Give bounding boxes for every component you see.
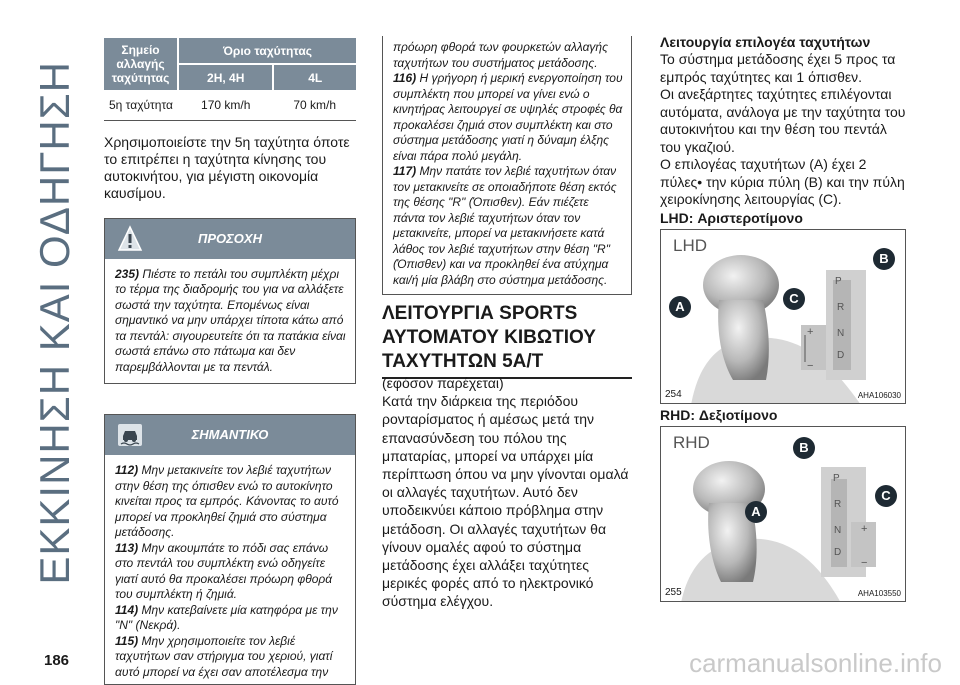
selector-heading: Λειτουργία επιλογέα ταχυτήτων: [660, 34, 871, 50]
caution-box: [104, 218, 356, 385]
selector-paragraph-3: Ο επιλογέας ταχυτήτων (A) έχει 2 πύλες• την κύρια πύλη (B) και την πύλη χειροκίνησης λειτουργίας (C).: [660, 156, 905, 207]
table-subheader-4l: 4L: [273, 64, 356, 90]
item-number: 115): [115, 633, 139, 648]
side-chapter-title: [30, 28, 80, 618]
section-availability-note: (εφόσον παρέχεται): [382, 375, 504, 391]
list-item: [115, 603, 347, 634]
item-text: Μην χρησιμοποιείτε τον λεβιέ ταχυτήτων σαν στήριγμα του χεριού, γιατί αυτό μπορεί να έχει σαν αποτέλεσμα την: [115, 633, 333, 679]
figure-label: LHD: [673, 235, 708, 255]
gate-r: R: [837, 301, 845, 313]
list-item: [115, 463, 347, 541]
gate-p: P: [833, 472, 840, 484]
speed-limit-table: [104, 38, 356, 121]
column-3: [660, 33, 906, 602]
important-continuation-box: [382, 36, 632, 295]
gate-minus: −: [861, 556, 868, 569]
page-number: 186: [44, 652, 70, 669]
important-header: [105, 415, 355, 455]
gate-d: D: [834, 546, 842, 558]
gate-d: D: [837, 349, 845, 361]
gate-n: N: [834, 524, 842, 536]
figure-label: RHD: [673, 432, 710, 452]
list-item: [393, 71, 623, 164]
figure-code: AHA103550: [857, 588, 901, 598]
item-number: 114): [115, 602, 139, 617]
badge-c: C: [783, 288, 805, 310]
caution-body: [105, 259, 355, 384]
list-item: [393, 164, 623, 288]
item-text: Μην πατάτε τον λεβιέ ταχυτήτων όταν τον μετακινείτε σε οποιαδήποτε θέση εκτός της θέσης "R" (Όπισθεν). Εάν πιέζετε πάντα τον λεβιέ ταχυτήτων όταν τον μετακινείτε, μπορεί να μετακινήσετε κατά λάθος τον λεβιέ ταχυτήτων στην θέση "R" (Όπισθεν) και να προκληθεί ένα ατύχημα και/ή μία βλάβη στο σύστημα μετάδοσης.: [393, 164, 617, 287]
badge-c: C: [875, 485, 897, 507]
item-number: 113): [115, 540, 139, 555]
gate-p: P: [835, 275, 842, 287]
gear-selector-illustration: [661, 427, 906, 602]
column-1: [104, 38, 356, 685]
figure-rhd: [660, 426, 906, 602]
table-header-speed-limit: Όριο ταχύτητας: [178, 38, 356, 64]
figure-number: 254: [665, 388, 682, 400]
continuation-text: πρόωρη φθορά των φουρκετών αλλαγής ταχυτήτων του συστήματος μετάδοσης.: [393, 40, 608, 70]
caution-header: [105, 219, 355, 259]
important-box: [104, 414, 356, 685]
section-paragraph: Κατά την διάρκεια της περιόδου ρονταρίσματος ή αμέσως μετά την επανασύνδεση του πόλου της μπαταρίας, μπορεί να υπάρχει μία περίπτωση όπου να μην γίνονται ομαλά οι αλλαγές ταχυτήτων. Αυτό δεν υποδεικνύει κάποιο πρόβλημα στην μετάδοση. Οι αλλαγές ταχυτήτων θα γίνουν ομαλές αφού το σύστημα μετάδοσης έχει αλλάξει ταχύτητες μερικές φορές από το ηλεκτρονικό σύστημα ελέγχου.: [382, 393, 629, 610]
table-cell-gear: 5η ταχύτητα: [104, 90, 178, 120]
caution-text: Πιέστε το πετάλι του συμπλέκτη μέχρι το τέρμα της διαδρομής του για να αλλάξετε σωστά την ταχύτητα. Επομένως είναι σημαντικό να μην υπάρχει τίποτα κάτω από τα πεντάλ: σιγουρευτείτε ότι τα πατάκια είναι σωστά επάνω στο πάτωμα και δεν παρεμβάλλονται με τα πεντάλ.: [115, 266, 346, 374]
item-text: Μην ακουμπάτε το πόδι σας επάνω στο πεντάλ του συμπλέκτη ενώ οδηγείτε γιατί αυτό θα προκαλέσει πρόωρη φθορά του συμπλέκτη ή ζημιά.: [115, 540, 333, 601]
item-text: Μην κατεβαίνετε μία κατηφόρα με την "N" (Νεκρά).: [115, 602, 338, 632]
badge-a: A: [669, 296, 691, 318]
gate-plus: +: [807, 325, 814, 338]
table-cell-limit-2h4h: 170 km/h: [178, 90, 273, 120]
figure-number: 255: [665, 586, 682, 598]
table-subheader-2h-4h: 2H, 4H: [178, 64, 273, 90]
lhd-heading: LHD: Αριστεροτίμονο: [660, 209, 803, 226]
section-body: [382, 374, 632, 611]
table-cell-limit-4l: 70 km/h: [273, 90, 356, 120]
watermark: carmanualsonline.info: [689, 648, 942, 678]
item-text: Μην μετακινείτε τον λεβιέ ταχυτήτων στην θέση της όπισθεν ενώ το αυτοκίνητο κινείται προς τα εμπρός. Κάνοντας το αυτό μπορεί να προκληθεί ζημιά στο σύστημα μετάδοσης.: [115, 463, 339, 539]
list-item: [115, 541, 347, 603]
section-title: ΛΕΙΤΟΥΡΓΙΑ SPORTS ΑΥΤΟΜΑΤΟΥ ΚΙΒΩΤΙΟΥ ΤΑΧΥΤΗΤΩΝ 5A/T: [382, 302, 632, 379]
figure-code: AHA106030: [857, 390, 901, 400]
gear-selector-illustration: [661, 230, 906, 404]
gate-n: N: [837, 327, 845, 339]
list-item: [115, 634, 347, 681]
gate-plus: +: [861, 522, 868, 535]
caution-title: ΠΡΟΣΟΧΗ: [198, 230, 262, 246]
item-text: Η γρήγορη ή μερική ενεργοποίηση του συμπλέκτη που μπορεί να γίνει ενώ ο κινητήρας λειτουργεί σε υψηλές στροφές θα προκαλέσει ζημιά στον συμπλέκτη και στο σύστημα μετάδοσης γιατί η δύναμη έλξης είναι πάρα πολύ μεγάλη.: [393, 71, 623, 163]
item-number: 116): [393, 71, 417, 85]
important-body: [105, 455, 355, 684]
side-chapter-title-text: ΕΚΚΙΝΗΣΗ ΚΑΙ ΟΔΗΓΗΣΗ: [31, 61, 78, 585]
item-number: 112): [115, 463, 139, 477]
badge-b: B: [873, 248, 895, 270]
important-title: ΣΗΜΑΝΤΙΚΟ: [191, 427, 269, 442]
badge-b: B: [793, 437, 815, 459]
badge-a: A: [745, 501, 767, 523]
table-row: [104, 90, 356, 120]
fifth-gear-paragraph: Χρησιμοποιείστε την 5η ταχύτητα όποτε το επιτρέπει η ταχύτητα κίνησης του αυτοκινήτου, για μέγιστη οικονομία καυσίμου.: [104, 133, 350, 201]
caution-number: 235): [115, 266, 140, 281]
rhd-heading: RHD: Δεξιοτίμονο: [660, 406, 778, 423]
figure-lhd: [660, 229, 906, 404]
selector-paragraph-2: Οι ανεξάρτητες ταχύτητες επιλέγονται αυτόματα, ανάλογα με την ταχύτητα του αυτοκινήτου και την θέση του πεντάλ του γκαζιού.: [660, 86, 906, 155]
selector-paragraph-1: Το σύστημα μετάδοσης έχει 5 προς τα εμπρός ταχύτητες και 1 όπισθεν.: [660, 51, 896, 85]
item-number: 117): [393, 164, 417, 178]
gate-minus: −: [807, 359, 814, 372]
table-header-shift-point: Σημείο αλλαγής ταχύτητας: [104, 38, 178, 90]
gate-r: R: [834, 498, 842, 510]
